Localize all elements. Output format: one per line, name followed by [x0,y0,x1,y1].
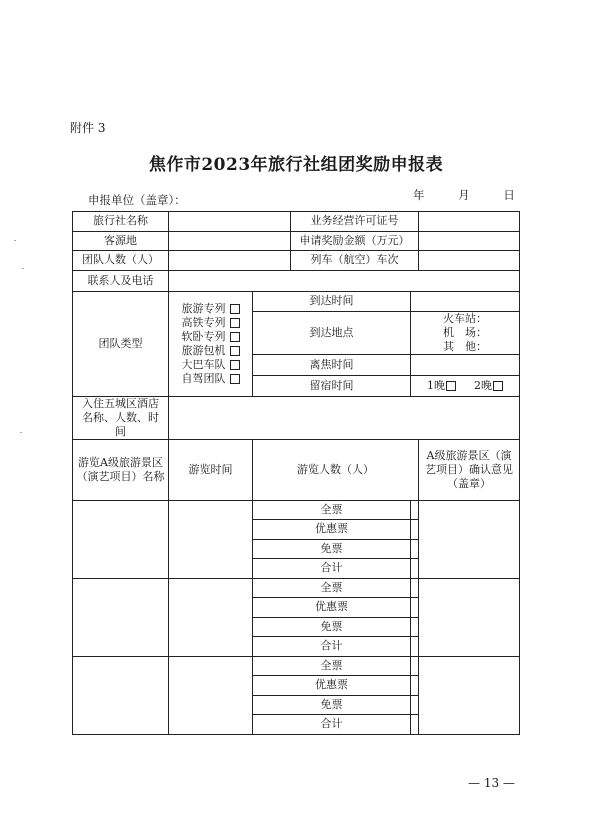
ticket-full: 全票 [253,656,411,676]
checkbox-icon[interactable] [446,381,456,391]
type-option[interactable]: 旅游包机 [170,344,251,358]
year-label: 年 [413,188,425,202]
type-option[interactable]: 软卧专列 [170,330,251,344]
checkbox-icon[interactable] [493,381,503,391]
ticket-count[interactable] [411,676,419,696]
license-no-label: 业务经营许可证号 [291,212,419,232]
arrival-time-label: 到达时间 [253,291,411,311]
stay-time-label: 留宿时间 [253,375,411,396]
application-form-table [72,211,520,735]
month-label: 月 [458,188,470,202]
ticket-discount: 优惠票 [253,598,411,618]
ticket-full: 全票 [253,500,411,520]
ticket-free: 免票 [253,539,411,559]
visit-time-value[interactable] [169,578,253,656]
stay-two-nights: 2晚 [474,378,492,392]
type-option[interactable]: 自驾团队 [170,372,251,386]
ticket-count[interactable] [411,617,419,637]
ticket-count[interactable] [411,656,419,676]
applicant-unit-label: 申报单位（盖章）： [88,193,186,207]
ticket-count[interactable] [411,695,419,715]
arrival-place-stations[interactable] [411,311,520,354]
contact-value[interactable] [169,270,520,291]
visit-time-label: 游览时间 [169,439,253,500]
scenic-name-value[interactable] [73,578,169,656]
license-no-value[interactable] [419,212,520,232]
checkbox-icon[interactable] [230,360,240,370]
group-size-label: 团队人数（人） [73,251,169,271]
ticket-full: 全票 [253,578,411,598]
scan-dot [20,432,22,433]
arrival-place-label: 到达地点 [253,311,411,354]
ticket-total: 合计 [253,637,411,657]
visit-time-value[interactable] [169,656,253,734]
station-train: 火车站： [443,311,487,325]
checkbox-icon[interactable] [230,332,240,342]
scenic-name-value[interactable] [73,500,169,578]
checkbox-icon[interactable] [230,374,240,384]
hotel-value[interactable] [169,396,520,439]
ticket-count[interactable] [411,520,419,540]
ticket-count[interactable] [411,637,419,657]
ticket-total: 合计 [253,559,411,579]
source-label: 客源地 [73,231,169,251]
train-flight-label: 列车（航空）车次 [291,251,419,271]
contact-label: 联系人及电话 [73,270,169,291]
confirm-value[interactable] [419,500,520,578]
confirm-label: A级旅游景区（演艺项目）确认意见（盖章） [419,439,520,500]
station-airport: 机 场： [443,325,487,339]
group-size-value[interactable] [169,251,291,271]
visit-time-value[interactable] [169,500,253,578]
attachment-label: 附件 3 [70,121,106,135]
agency-name-value[interactable] [169,212,291,232]
type-option[interactable]: 旅游专列 [170,302,251,316]
page-number: — 13 — [468,776,515,790]
confirm-value[interactable] [419,656,520,734]
ticket-count[interactable] [411,715,419,735]
stay-options [411,375,520,396]
day-label: 日 [503,188,515,202]
ticket-count[interactable] [411,598,419,618]
arrival-time-value[interactable] [411,291,520,311]
ticket-discount: 优惠票 [253,520,411,540]
group-type-label: 团队类型 [73,291,169,396]
date-fields [413,187,515,203]
stay-one-night: 1晚 [427,378,445,392]
visitor-count-label: 游览人数（人） [253,439,419,500]
type-option[interactable]: 大巴车队 [170,358,251,372]
ticket-count[interactable] [411,559,419,579]
checkbox-icon[interactable] [230,304,240,314]
scenic-name-value[interactable] [73,656,169,734]
ticket-free: 免票 [253,695,411,715]
train-flight-value[interactable] [419,251,520,271]
scan-dot [14,240,16,241]
source-value[interactable] [169,231,291,251]
ticket-count[interactable] [411,539,419,559]
scenic-name-label: 游览A级旅游景区（演艺项目）名称 [73,439,169,500]
apply-amount-label: 申请奖励金额（万元） [291,231,419,251]
station-other: 其 他： [443,339,487,353]
confirm-value[interactable] [419,578,520,656]
ticket-total: 合计 [253,715,411,735]
ticket-free: 免票 [253,617,411,637]
apply-amount-value[interactable] [419,231,520,251]
ticket-discount: 优惠票 [253,676,411,696]
agency-name-label: 旅行社名称 [73,212,169,232]
ticket-count[interactable] [411,578,419,598]
departure-time-value[interactable] [411,354,520,375]
type-option[interactable]: 高铁专列 [170,316,251,330]
departure-time-label: 离焦时间 [253,354,411,375]
hotel-label: 入住五城区酒店名称、人数、时间 [73,396,169,439]
checkbox-icon[interactable] [230,318,240,328]
page-title: 焦作市2023年旅行社组团奖励申报表 [148,155,444,175]
checkbox-icon[interactable] [230,346,240,356]
group-type-options [169,291,253,396]
scan-dot [22,268,24,269]
ticket-count[interactable] [411,500,419,520]
